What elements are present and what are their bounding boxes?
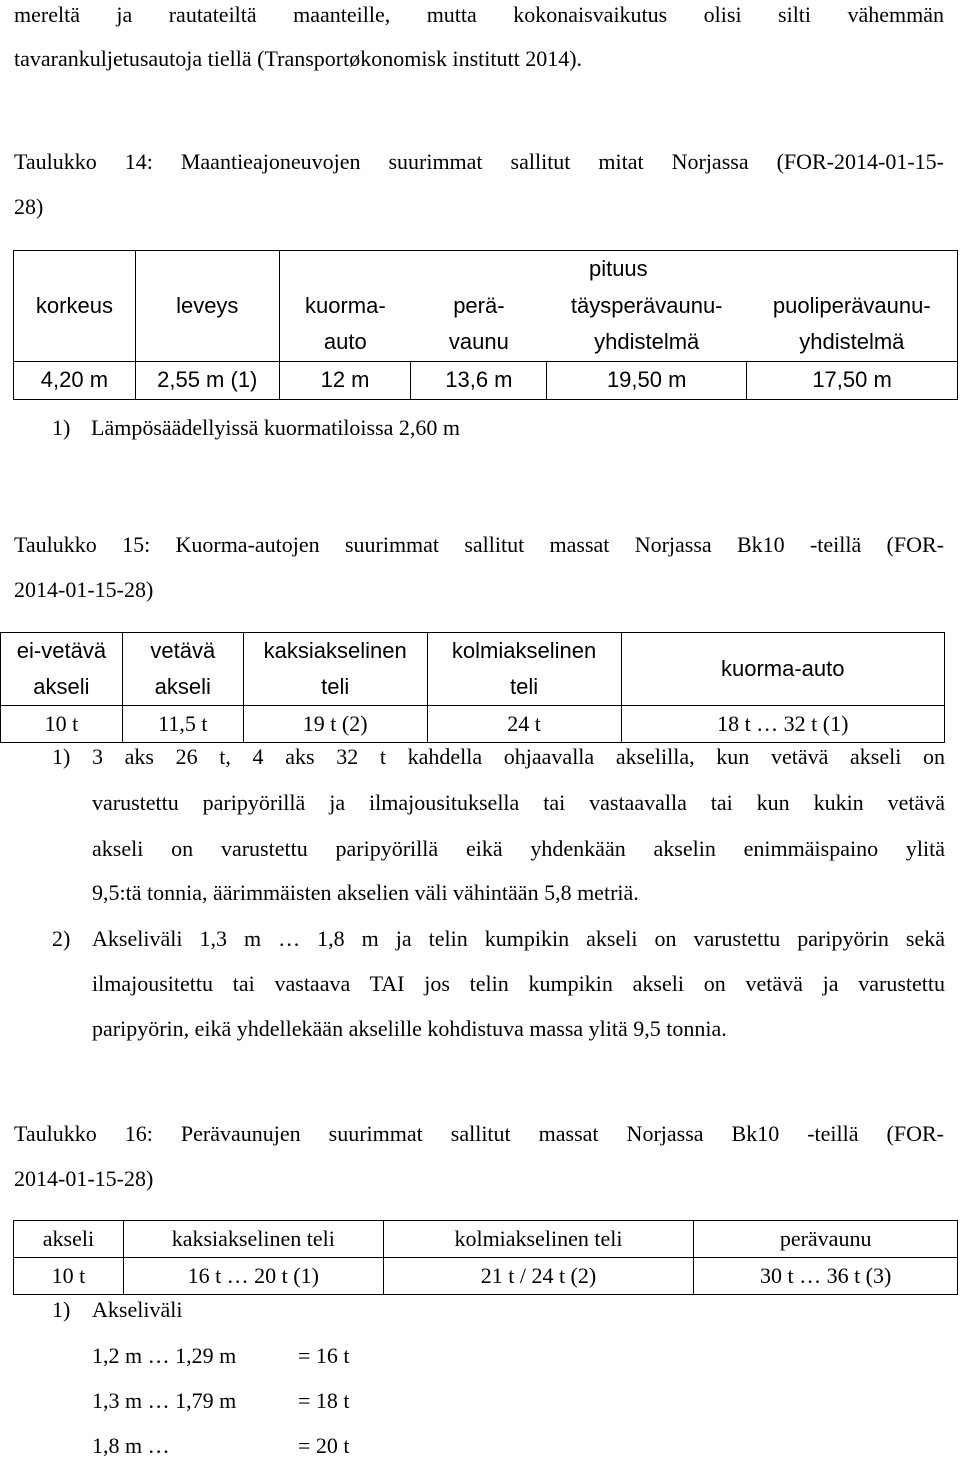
header-korkeus: korkeus xyxy=(14,251,136,362)
table15-note-1-line-3: akseli on varustettu paripyörillä eikä yhdenkään akselin enimmäispaino ylitä xyxy=(92,836,945,861)
intro-line-2: tavarankuljetusautoja tiellä (Transportøkonomisk institutt 2014). xyxy=(14,46,583,71)
spacing-range: 1,8 m … xyxy=(92,1433,170,1458)
table14-caption-line-2: 28) xyxy=(14,194,44,219)
header-kuorma-auto-line-2: auto xyxy=(323,328,367,354)
header-kolmiakselinen-teli xyxy=(427,633,621,706)
table-cell: 19,50 m xyxy=(547,361,747,399)
table15-note-2-line-2: ilmajousitettu tai vastaava TAI jos telin kumpikin akseli on vetävä ja varustettu xyxy=(92,971,945,996)
header-taysperavaunu-line-1: täysperävaunu- xyxy=(570,292,723,318)
table15-note-1-line-4: 9,5:tä tonnia, äärimmäisten akselien väli vähintään 5,8 metriä. xyxy=(92,880,639,905)
header-leveys: leveys xyxy=(135,251,279,362)
table15-note-2-line-3: paripyörin, eikä yhdellekään akselille kohdistuva massa ylitä 9,5 tonnia. xyxy=(92,1016,727,1041)
table-cell: 10 t xyxy=(1,706,123,743)
table14-caption-line-1: Taulukko 14: Maantieajoneuvojen suurimmat sallitut mitat Norjassa (FOR-2014-01-15- xyxy=(14,149,944,174)
header-peravaunu-line-1: perä- xyxy=(453,292,505,318)
table15-note-1-number: 1) xyxy=(52,744,71,769)
header-kuorma-auto xyxy=(279,287,411,361)
header-peravaunu xyxy=(411,287,547,361)
table15-caption-line-1: Taulukko 15: Kuorma-autojen suurimmat sallitut massat Norjassa Bk10 -teillä (FOR- xyxy=(14,532,944,557)
header-peravaunu-line-2: vaunu xyxy=(448,328,509,354)
table-cell: 2,55 m (1) xyxy=(135,361,279,399)
table-cell: 21 t / 24 t (2) xyxy=(383,1258,694,1295)
header-vetava-akseli xyxy=(122,633,243,706)
table-cell: 30 t … 36 t (3) xyxy=(694,1258,958,1295)
header-kuorma-auto-line-1: kuorma- xyxy=(304,292,386,318)
table16-caption-line-1: Taulukko 16: Perävaunujen suurimmat sallitut massat Norjassa Bk10 -teillä (FOR- xyxy=(14,1121,944,1146)
header-ei-vetava-line-1: ei-vetävä xyxy=(16,638,107,663)
intro-line-1: mereltä ja rautateiltä maanteille, mutta kokonaisvaikutus olisi silti vähemmän xyxy=(14,2,944,27)
spacing-mass: = 20 t xyxy=(298,1433,350,1458)
table15 xyxy=(0,632,945,743)
header-puoliperavaunu-line-1: puoliperävaunu- xyxy=(772,292,931,318)
table-cell: 17,50 m xyxy=(747,361,958,399)
table15-note-1-line-1: 3 aks 26 t, 4 aks 32 t kahdella ohjaavalla akselilla, kun vetävä akseli on xyxy=(92,744,945,769)
table-cell: 12 m xyxy=(279,361,411,399)
table-header: kaksiakselinen teli xyxy=(123,1221,383,1258)
table16-note-number: 1) xyxy=(52,1297,71,1322)
header-pituus: pituus xyxy=(279,251,957,288)
header-kolmi-line-2: teli xyxy=(510,674,539,699)
table14 xyxy=(13,250,958,400)
header-vetava-line-1: vetävä xyxy=(150,638,216,663)
table-cell: 11,5 t xyxy=(122,706,243,743)
table-cell: 13,6 m xyxy=(411,361,547,399)
table-cell: 10 t xyxy=(14,1258,124,1295)
spacing-range: 1,3 m … 1,79 m xyxy=(92,1388,237,1413)
table16-caption-line-2: 2014-01-15-28) xyxy=(14,1166,154,1191)
table-cell: 4,20 m xyxy=(14,361,136,399)
table-cell: 16 t … 20 t (1) xyxy=(123,1258,383,1295)
table-cell: 19 t (2) xyxy=(243,706,427,743)
header-puoliperavaunu-line-2: yhdistelmä xyxy=(799,328,905,354)
header-kolmi-line-1: kolmiakselinen xyxy=(451,638,597,663)
header-vetava-line-2: akseli xyxy=(154,674,211,699)
header-puoliperavaunuyhdistelma xyxy=(747,287,958,361)
header-kuorma-auto: kuorma-auto xyxy=(621,633,944,706)
table15-note-2-line-1: Akseliväli 1,3 m … 1,8 m ja telin kumpikin akseli on varustettu paripyörin sekä xyxy=(92,926,945,951)
table-cell: 18 t … 32 t (1) xyxy=(621,706,944,743)
table-header: akseli xyxy=(14,1221,124,1258)
table15-note-2-number: 2) xyxy=(52,926,71,951)
table-header: perävaunu xyxy=(694,1221,958,1258)
table-header: kolmiakselinen teli xyxy=(383,1221,694,1258)
header-kaksi-line-1: kaksiakselinen xyxy=(263,638,407,663)
spacing-range: 1,2 m … 1,29 m xyxy=(92,1343,237,1368)
table15-note-1-line-2: varustettu paripyörillä ja ilmajousituksella tai vastaavalla tai kun kukin vetävä xyxy=(92,790,945,815)
header-taysperavaunuyhdistelma xyxy=(547,287,747,361)
table16-note-title: Akseliväli xyxy=(92,1297,183,1322)
table14-note-number: 1) xyxy=(52,415,71,440)
spacing-mass: = 18 t xyxy=(298,1388,350,1413)
table-cell: 24 t xyxy=(427,706,621,743)
header-ei-vetava-line-2: akseli xyxy=(33,674,90,699)
header-ei-vetava-akseli xyxy=(1,633,123,706)
header-taysperavaunu-line-2: yhdistelmä xyxy=(594,328,700,354)
table15-caption-line-2: 2014-01-15-28) xyxy=(14,577,154,602)
header-kaksi-line-2: teli xyxy=(321,674,350,699)
header-kaksiakselinen-teli xyxy=(243,633,427,706)
table16 xyxy=(13,1220,958,1295)
table14-note-text: Lämpösäädellyissä kuormatiloissa 2,60 m xyxy=(91,415,461,440)
spacing-mass: = 16 t xyxy=(298,1343,350,1368)
